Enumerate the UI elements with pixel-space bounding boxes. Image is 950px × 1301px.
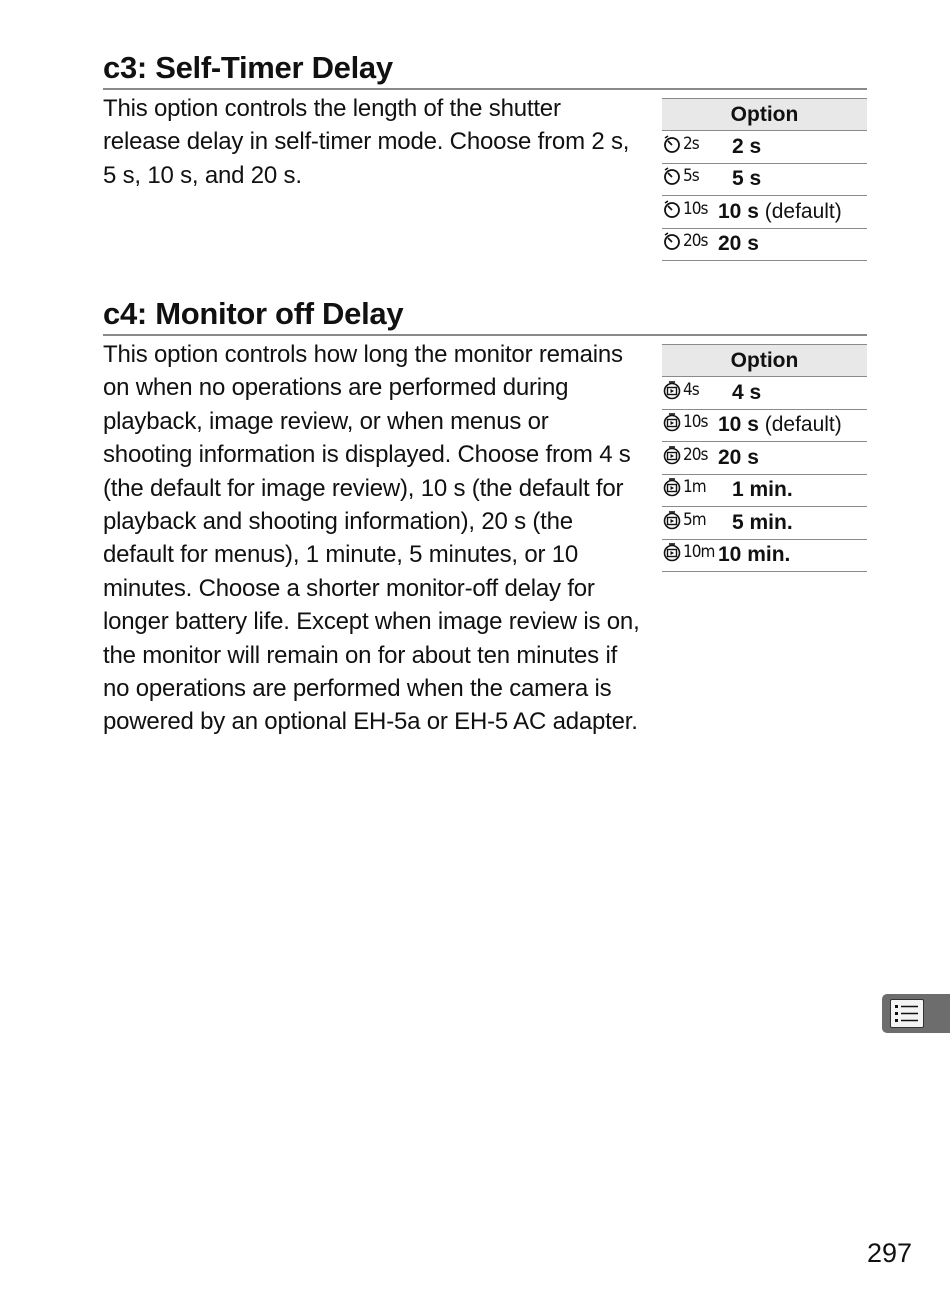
self-timer-icon: 2s <box>662 134 699 154</box>
table-row <box>662 507 867 540</box>
monitor-timer-icon: 5m <box>662 510 706 530</box>
option-value: 20 s <box>718 445 759 469</box>
option-value: 1 min. <box>732 478 793 502</box>
options-table-header: Option <box>662 345 867 377</box>
option-value: 10 s <box>718 413 759 437</box>
option-default-note: (default) <box>764 413 842 437</box>
custom-settings-menu-icon <box>890 999 924 1028</box>
self-timer-icon: 10s <box>662 199 707 219</box>
table-row <box>662 196 867 229</box>
section-description: This option controls the length of the shutter release delay in self-timer mode. Choose from 2 s, 5 s, 10 s, and 20 s. <box>103 95 630 189</box>
monitor-timer-icon: 10m <box>662 542 714 562</box>
self-timer-icon: 20s <box>662 231 707 251</box>
options-table <box>662 344 867 572</box>
option-value: 5 s <box>732 167 762 191</box>
option-value: 5 min. <box>732 510 793 534</box>
section-monitor-off-delay <box>103 296 867 736</box>
monitor-timer-icon: 10s <box>662 412 707 432</box>
section-heading: c4: Monitor off Delay <box>103 296 867 336</box>
option-value: 20 s <box>718 232 759 256</box>
option-value: 4 s <box>732 380 762 404</box>
options-table <box>662 98 867 261</box>
options-table-header: Option <box>662 99 867 131</box>
option-value: 2 s <box>732 134 762 158</box>
section-self-timer-delay <box>103 50 867 256</box>
monitor-timer-icon: 20s <box>662 445 707 465</box>
table-row <box>662 377 867 410</box>
table-row <box>662 474 867 507</box>
option-value: 10 s <box>718 199 759 223</box>
option-default-note: (default) <box>764 199 842 223</box>
section-heading: c3: Self-Timer Delay <box>103 50 867 90</box>
option-value: 10 min. <box>718 543 791 567</box>
table-row <box>662 163 867 196</box>
table-row <box>662 409 867 442</box>
monitor-timer-icon: 1m <box>662 477 706 497</box>
table-row <box>662 442 867 475</box>
page-number: 297 <box>867 1238 913 1268</box>
table-row <box>662 131 867 164</box>
table-row <box>662 228 867 261</box>
table-row <box>662 539 867 572</box>
custom-settings-tab <box>882 994 950 1033</box>
section-description: This option controls how long the monitor remains on when no operations are performed during playback, image review, or when menus or shooting information is displayed. Choose from 4 s (the default for image review), 10 s (the default for playback and shooting information), 20 s (the default for menus), 1 minute, 5 minutes, or 10 minutes. Choose a shorter monitor-off delay for longer battery life. Except when image review is on, the monitor will remain on for about ten minutes if no operations are performed when the camera is powered by an optional EH-5a or EH-5 AC adapter. <box>103 341 640 736</box>
monitor-timer-icon: 4s <box>662 380 699 400</box>
self-timer-icon: 5s <box>662 166 699 186</box>
